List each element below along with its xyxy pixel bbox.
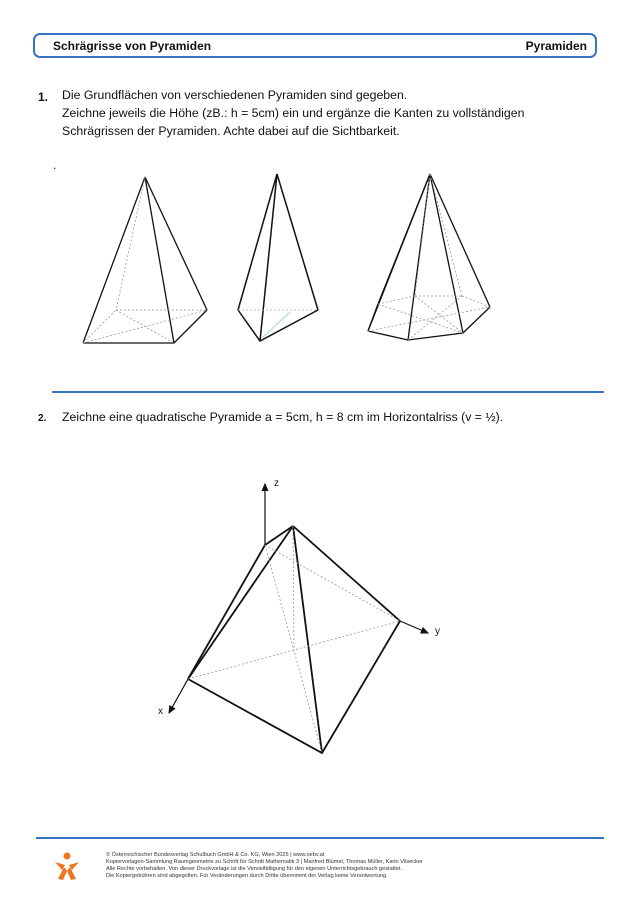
footer-copyright: [106, 852, 423, 880]
task2-text: Zeichne eine quadratische Pyramide a = 5cm, h = 8 cm im Horizontalriss (v = ½).: [62, 410, 504, 424]
footer-line: Die Kopiergebühren sind abgegolten. Für Veränderungen durch Dritte übernimmt der Verlag keine Verantwortung.: [106, 873, 388, 879]
footer-line: Kopiervorlagen-Sammlung Raumgeometrie zu Schritt für Schritt Mathematik 3 | Manfred Blümel, Thomas Müller, Karin Vilsecker: [106, 859, 423, 865]
footer-line: Alle Rechte vorbehalten. Von dieser Druckvorlage ist die Vervielfältigung für den eigenen Unterrichtsgebrauch gestattet.: [106, 866, 403, 872]
worksheet-topic: Pyramiden: [525, 39, 587, 53]
worksheet-title: Schrägrisse von Pyramiden: [53, 39, 212, 53]
task1-number: 1.: [38, 90, 49, 104]
footer-divider: [36, 837, 604, 839]
task1-line: Die Grundflächen von verschiedenen Pyramiden sind gegeben.: [62, 88, 408, 102]
task1-marker: .: [53, 158, 57, 172]
task1-line: Zeichne jeweils die Höhe (zB.: h = 5cm) ein und ergänze die Kanten zu vollständigen: [62, 106, 525, 120]
axis-label-x: x: [158, 706, 163, 717]
publisher-logo-icon: [52, 852, 82, 882]
task1-line: Schrägrissen der Pyramiden. Achte dabei auf die Sichtbarkeit.: [62, 124, 400, 138]
footer-line: © Österreichischer Bundesverlag Schulbuch GmbH & Co. KG, Wien 2025 | www.oebv.at: [106, 852, 325, 858]
axis-label-z: z: [274, 478, 279, 489]
axis-label-y: y: [435, 626, 440, 637]
task2-number: 2.: [38, 413, 47, 424]
